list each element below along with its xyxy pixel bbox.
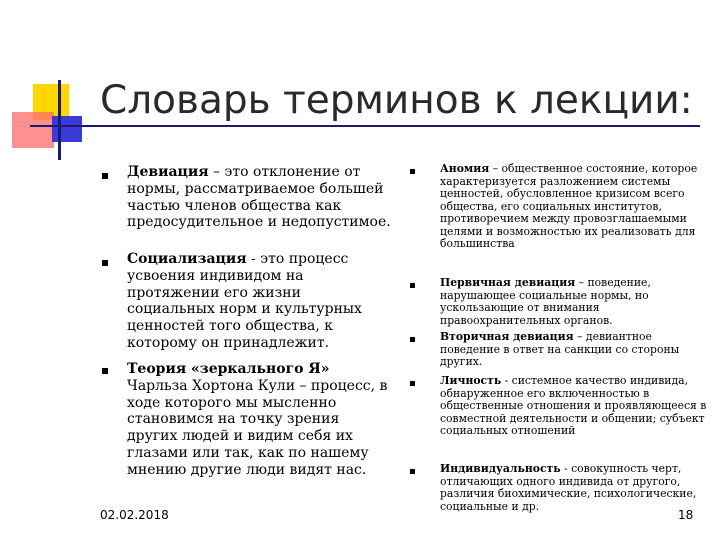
bullet-icon (102, 173, 108, 179)
bullet-icon (410, 337, 415, 342)
bullet-icon (410, 283, 415, 288)
definition: – это отклонение от нормы, рассматриваемое большей частью членов общества как предосудительное и недопустимое. (127, 164, 391, 231)
definition: - системное качество индивида, обнаруженное его включенностью в общественные отношения и проявляющееся в совместной деятельности и общении; субъект социальных отношений (440, 374, 707, 437)
right-item-anomie (440, 163, 708, 251)
term: Девиация (127, 164, 209, 180)
definition: - совокупность черт, отличающих одного индивида от другого, различия биохимические, психологические, социальные и др. (440, 462, 697, 513)
definition: – общественное состояние, которое характеризуется разложением системы ценностей, обусловленное кризисом всего общества, его социальных институтов, противоречием между провозглашаемыми целями и возможностью их реализовать для большинства (440, 162, 698, 250)
title-underline (30, 125, 700, 127)
bullet-icon (102, 260, 108, 266)
decor-red-square (12, 112, 54, 148)
right-item-primary-deviation (440, 277, 708, 327)
bullet-icon (102, 368, 108, 374)
term: Первичная девиация (440, 276, 576, 289)
left-item-looking-glass-self (127, 361, 392, 479)
left-item-deviation (127, 164, 392, 231)
bullet-icon (410, 469, 415, 474)
term: Теория «зеркального Я» (127, 361, 330, 377)
bullet-icon (410, 169, 415, 174)
definition: – поведение, нарушающее социальные нормы, но ускользающие от внимания правоохранительных органов. (440, 276, 651, 327)
left-item-socialization (127, 251, 392, 352)
page-number: 18 (678, 508, 694, 522)
term: Вторичная девиация (440, 330, 574, 343)
bullet-icon (410, 381, 415, 386)
definition: - это процесс усвоения индивидом на протяжении его жизни социальных норм и культурных ценностей того общества, к которому он принадлежит. (127, 251, 362, 351)
term: Аномия (440, 162, 490, 175)
definition: Чарльза Хортона Кули – процесс, в ходе которого мы мысленно становимся на точку зрения других людей и видим себя их глазами или так, как по нашему мнению другие люди видят нас. (127, 377, 388, 478)
decor-vertical-line (58, 80, 61, 160)
term: Социализация (127, 251, 247, 267)
slide-title: Словарь терминов к лекции: (100, 78, 693, 123)
right-item-secondary-deviation (440, 331, 708, 369)
footer-date: 02.02.2018 (100, 508, 169, 522)
term: Индивидуальность (440, 462, 561, 475)
right-item-individuality (440, 463, 708, 513)
definition: – девиантное поведение в ответ на санкции со стороны других. (440, 330, 680, 368)
right-item-personality (440, 375, 708, 438)
decor-blue-square (52, 116, 82, 142)
term: Личность (440, 374, 502, 387)
